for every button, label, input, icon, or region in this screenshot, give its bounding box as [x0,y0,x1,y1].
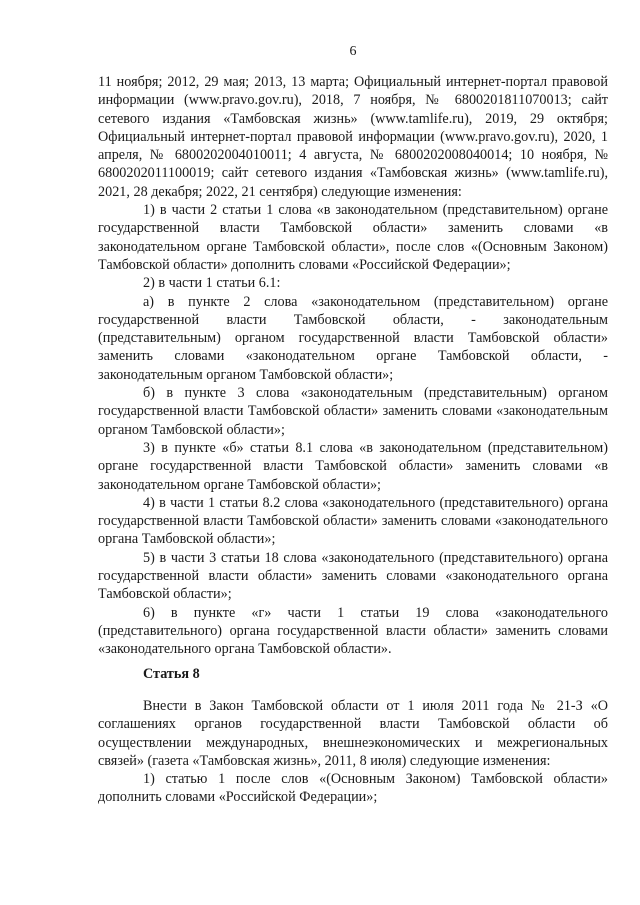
paragraph-item-4: 4) в части 1 статьи 8.2 слова «законодательного (представительного) органа государственной власти Тамбовской области» заменить словами «законодательного органа Тамбовской области»; [98,494,608,548]
paragraph-item-5: 5) в части 3 статьи 18 слова «законодательного (представительного) органа государственной власти области» заменить словами «законодательного органа Тамбовской области»; [98,549,608,603]
page-number: 6 [349,44,357,59]
article-heading: Статья 8 [143,666,200,682]
paragraph-publication-sources: 11 ноября; 2012, 29 мая; 2013, 13 марта; Официальный интернет-портал правовой информации (www.pravo.gov.ru), 2018, 7 ноября, № 6800201811070013; сайт сетевого издания «Тамбовская жизнь» (www.tamlife.ru), 2019, 29 октября; Официальный интернет-портал правовой информации (www.pravo.gov.ru), 2020, 1 апреля, № 6800202004010011; 4 августа, № 6800202008040014; 10 ноября, № 6800202011100019; сайт сетевого издания «Тамбовская жизнь» (www.tamlife.ru), 2021, 28 декабря; 2022, 21 сентября) следующие изменения: [98,74,608,200]
paragraph-item-2: 2) в части 1 статьи 6.1: [143,275,281,292]
article-8-intro: Внести в Закон Тамбовской области от 1 июля 2011 года № 21-З «О соглашениях органов государственной власти Тамбовской области об осуществлении международных, внешнеэкономических и межрегиональных связей» (газета «Тамбовская жизнь», 2011, 8 июля) следующие изменения: [98,698,608,769]
article-7-continuation [98,73,608,659]
paragraph-item-1: 1) в части 2 статьи 1 слова «в законодательном (представительном) органе государственной власти Тамбовской области» заменить словами «в законодательном органе Тамбовской области», после слов «(Основным Законом) Тамбовской области» дополнить словами «Российской Федерации»; [98,202,608,273]
article-8-item-1: 1) статью 1 после слов «(Основным Законом) Тамбовской области» дополнить словами «Российской Федерации»; [98,771,608,806]
paragraph-item-3: 3) в пункте «б» статьи 8.1 слова «в законодательном (представительном) органе государственной власти Тамбовской области» заменить словами «в законодательном органе Тамбовской области»; [98,439,608,493]
article-8-body [98,697,608,807]
paragraph-item-6: 6) в пункте «г» части 1 статьи 19 слова «законодательного (представительного) органа государственной власти области» заменить словами «законодательного органа Тамбовской области». [98,604,608,658]
paragraph-item-2a: а) в пункте 2 слова «законодательном (представительном) органе государственной власти Тамбовской области, - законодательным (представительным) органом государственной власти Тамбовской области» заменить словами «законодательном органе Тамбовской области, - законодательным органом Тамбовской области»; [98,293,608,383]
paragraph-item-2b: б) в пункте 3 слова «законодательным (представительным) органом государственной власти Тамбовской области» заменить словами «законодательным органом Тамбовской области»; [98,385,608,438]
